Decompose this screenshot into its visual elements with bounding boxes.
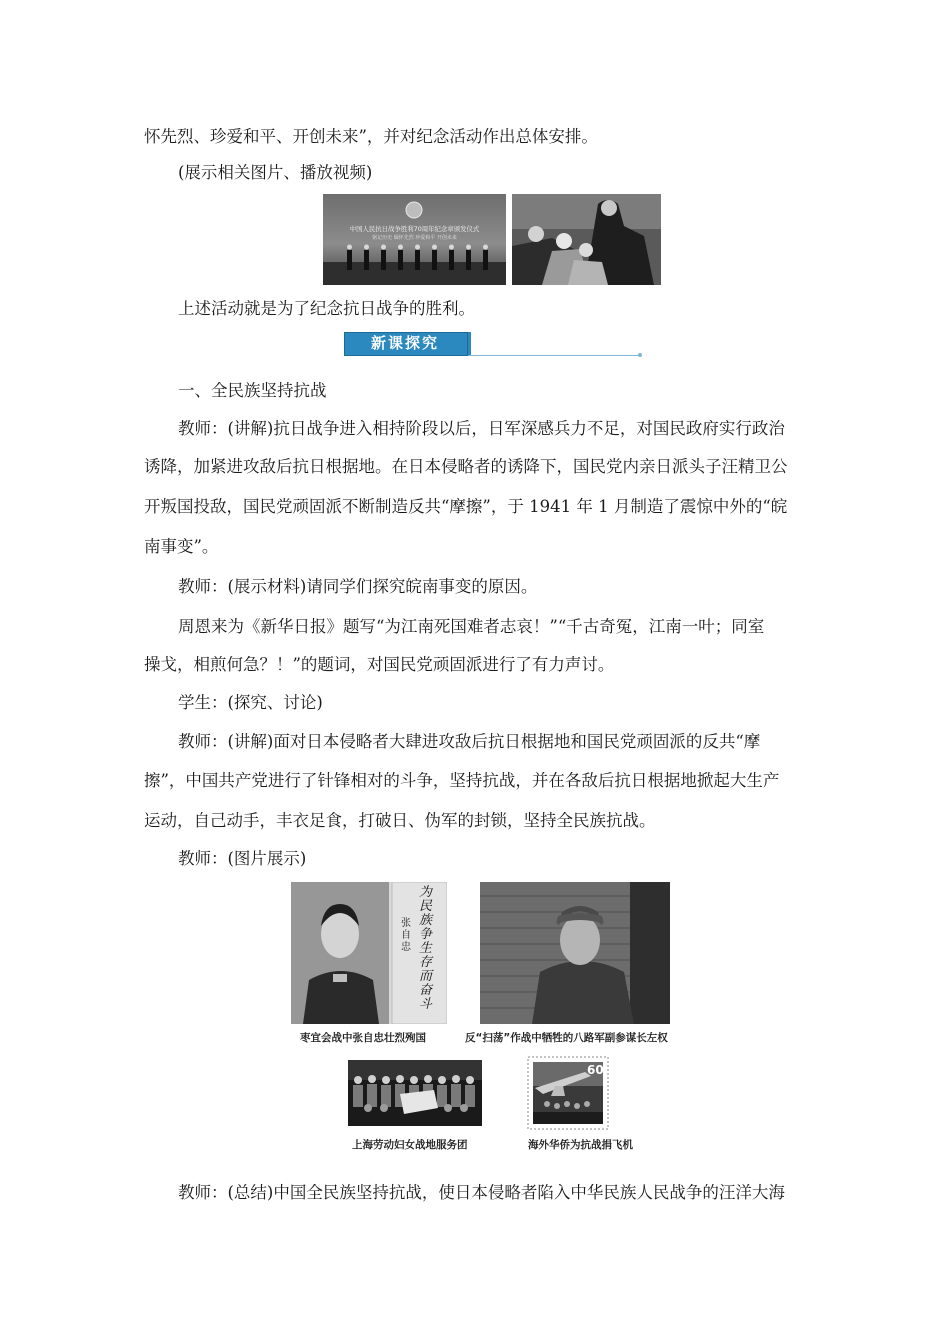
caption-women: 上海劳动妇女战地服务团	[352, 1139, 468, 1151]
calligraphy-signature: 张自忠	[401, 918, 411, 953]
photo-women-service-group	[348, 1060, 482, 1126]
text-line: 教师：(展示材料)请同学们探究皖南事变的原因。	[178, 577, 538, 596]
section-banner	[344, 332, 640, 358]
stamp-value: 60	[587, 1063, 604, 1077]
calligraphy-text: 为民族争生存而奋斗	[419, 885, 433, 1012]
text-line: 周恩来为《新华日报》题写“为江南死国难者志哀！”“千古奇冤，江南一叶；同室	[178, 617, 765, 636]
section-heading: 一、全民族坚持抗战	[178, 381, 327, 400]
text-line: 教师：(讲解)面对日本侵略者大肆进攻敌后抗日根据地和国民党顽固派的反共“摩	[178, 732, 761, 751]
photo-zuo-quan	[480, 882, 670, 1024]
banner-bar	[468, 332, 471, 356]
text-line: 教师：(总结)中国全民族坚持抗战，使日本侵略者陷入中华民族人民战争的汪洋大海	[178, 1183, 785, 1202]
photo-banner-text: 中国人民抗日战争胜利70周年纪念章颁发仪式	[349, 225, 480, 233]
text-line: 学生：(探究、讨论)	[178, 693, 323, 712]
text-line: 怀先烈、珍爱和平、开创未来”，并对纪念活动作出总体安排。	[144, 127, 598, 146]
photo-banner-subtext: 铭记历史 缅怀先烈 珍爱和平 开创未来	[372, 235, 457, 241]
text-line: 南事变”。	[144, 537, 219, 556]
text-line: 教师：(讲解)抗日战争进入相持阶段以后，日军深感兵力不足，对国民政府实行政治	[178, 419, 785, 438]
text-line: (展示相关图片、播放视频)	[178, 163, 373, 182]
photo-medal-presentation	[512, 194, 661, 285]
banner-label: 新课探究	[370, 334, 439, 352]
text-line: 操戈，相煎何急？！”的题词，对国民党顽固派进行了有力声讨。	[144, 655, 615, 674]
text-line: 诱降，加紧进攻敌后抗日根据地。在日本侵略者的诱降下，国民党内亲日派头子汪精卫公	[144, 457, 788, 476]
text-line: 擦”，中国共产党进行了针锋相对的斗争，坚持抗战，并在各敌后抗日根据地掀起大生产	[144, 771, 780, 790]
photo-zhang-zizhong	[291, 882, 447, 1024]
photo-medal-ceremony	[323, 194, 506, 285]
caption-overseas: 海外华侨为抗战捐飞机	[528, 1139, 633, 1151]
text-line: 教师：(图片展示)	[178, 849, 307, 868]
banner-dot	[638, 353, 642, 357]
text-line: 开叛国投敌，国民党顽固派不断制造反共“摩擦”，于 1941 年 1 月制造了震惊中外的“皖	[144, 497, 788, 516]
text-line: 上述活动就是为了纪念抗日战争的胜利。	[178, 299, 475, 318]
caption-zuo-quan: 反“扫荡”作战中牺牲的八路军副参谋长左权	[465, 1032, 668, 1044]
photo-overseas-stamp	[527, 1056, 609, 1130]
text-line: 运动，自己动手，丰衣足食，打破日、伪军的封锁，坚持全民族抗战。	[144, 811, 656, 830]
caption-zhang: 枣宜会战中张自忠壮烈殉国	[300, 1032, 426, 1044]
banner-rule	[468, 355, 640, 356]
